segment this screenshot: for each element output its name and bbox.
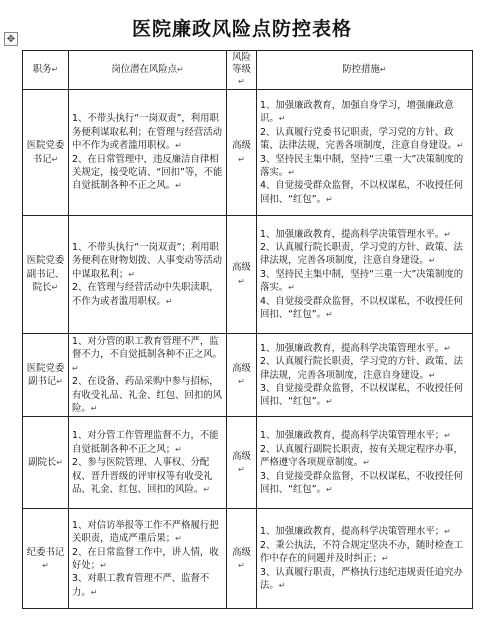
paragraph-mark: ↵ — [56, 377, 63, 387]
header-post: 职务↵ — [23, 51, 69, 90]
risk-level-cell: 高级↵ — [227, 90, 257, 216]
risk-cell — [69, 417, 227, 509]
risk-level: 高级 — [232, 362, 251, 374]
risk-level: 高级 — [232, 546, 251, 558]
risk-item: 1、不带头执行“一岗双责”，利用职务便利谋取私利；在管理与经营活动中不作为或者滥用职权。↵ — [72, 113, 223, 152]
risk-level-cell: 高级↵ — [227, 509, 257, 609]
measure-item: 1、加强廉政教育，提高科学决策管理水平。↵ — [260, 228, 451, 240]
measure-item: 2、认真履行院长职责，学习党的方针、政策、法律法规，完善各项制度，注意自身建设。↵ — [260, 241, 463, 267]
post-cell — [23, 216, 69, 334]
measure-item: 3、自觉接受群众监督，不以权谋私，不收授任何回扣、“红包”。↵ — [260, 382, 463, 408]
risk-item: 2、在日常管理中，违反廉洁自律相关规定，接受吃请、“回扣”等，不能自觉抵制各种不正之风。↵ — [72, 153, 223, 192]
risk-item: 1、对分管工作管理监督不力，不能自觉抵制各种不正之风；↵ — [72, 430, 219, 455]
risk-level: 高级 — [232, 450, 251, 462]
measure-item: 1、加强廉政教育，提高科学决策管理水平；↵ — [260, 430, 451, 442]
post-name: 医院党委书记 — [26, 140, 65, 165]
paragraph-mark: ↵ — [56, 458, 63, 468]
paragraph-mark: ↵ — [42, 560, 49, 570]
measure-item: 2、认真履行副院长职责，按有关规定程序办事，严格遵守各项规章制度。↵ — [260, 443, 463, 469]
post-name: 医院党委副书记 — [26, 362, 65, 388]
risk-item: 2、在设备、药品采购中参与招标，有收受礼品、礼金、红包、回扣的风险。↵ — [72, 376, 223, 415]
risk-level: 高级 — [232, 262, 251, 274]
measure-item: 1、加强廉政教育，提高科学决策管理水平；↵ — [260, 526, 451, 538]
measure-item: 3、坚持民主集中制，坚持“三重一大”决策制度的落实。↵ — [260, 268, 464, 294]
measure-item: 3、自觉接受群众监督，不以权谋私，不收授任何回扣、“红包”。↵ — [260, 470, 463, 496]
risk-item: 2、在日常监督工作中，讲人情，收好处；↵ — [72, 546, 219, 571]
paragraph-mark: ↵ — [51, 283, 59, 293]
risk-level-cell: 高级↵ — [227, 334, 257, 417]
table-row — [23, 509, 473, 609]
header-risk: 岗位潜在风险点↵ — [69, 51, 227, 90]
page-title: 医院廉政风险点防控表格 — [131, 18, 352, 40]
table-row — [23, 334, 473, 417]
paragraph-mark: ↵ — [51, 154, 59, 164]
post-name: 纪委书记 — [26, 546, 65, 558]
measure-item: 2、秉公执法，不符合规定坚决不办，随时检查工作中存在的问题并及时纠正；↵ — [260, 539, 463, 565]
post-cell — [23, 90, 69, 216]
table-row — [23, 216, 473, 334]
risk-item: 2、在管理与经营活动中失职渎职，不作为或者滥用职权。↵ — [72, 282, 219, 307]
risk-level: 高级 — [232, 140, 251, 152]
measure-item: 3、认真履行职责，严格执行违纪违规责任追究办法。↵ — [260, 566, 463, 592]
measure-item: 1、加强廉政教育，提高科学决策管理水平。↵ — [260, 342, 451, 354]
post-name: 副院长 — [28, 457, 57, 469]
risk-item: 1、不带头执行“一岗双责”；利用职务便利在财物划拨、人事变动等活动中谋取私利；↵ — [72, 241, 223, 280]
table-row — [23, 417, 473, 509]
measure-item: 4、自觉接受群众监督，不以权谋私，不收授任何回扣、“红包”。↵ — [260, 180, 463, 205]
measures-cell — [257, 509, 473, 609]
measure-item: 4、自觉接受群众监督，不以权谋私，不收授任何回扣、“红包”。↵ — [260, 295, 463, 321]
table-row — [23, 90, 473, 216]
risk-level-cell: 高级↵ — [227, 216, 257, 334]
measures-cell — [257, 334, 473, 417]
measures-cell — [257, 216, 473, 334]
risk-cell — [69, 216, 227, 334]
measure-item: 1、加强廉政教育，加强自身学习，增强廉政意识。↵ — [260, 99, 454, 125]
table-move-handle-icon[interactable]: ✥ — [4, 32, 18, 46]
post-cell — [23, 334, 69, 417]
measures-cell — [257, 417, 473, 509]
post-cell — [23, 417, 69, 509]
header-level: 风险等级↵ — [227, 51, 257, 90]
risk-item: 1、对分管的职工教育管理不严，监督不力，不自觉抵制各种不正之风。↵ — [72, 336, 223, 373]
post-name: 医院党委副书记、院长 — [26, 255, 65, 294]
measure-item: 2、认真履行党委书记职责，学习党的方针、政策、法律法规，完善各项制度，注意自身建设。↵ — [260, 126, 464, 152]
risk-cell — [69, 334, 227, 417]
risk-item: 2、参与医院管理、人事权、分配权、晋升晋级的评审权等有收受礼品、礼金、红包、回扣的风险。↵ — [72, 457, 213, 496]
risk-control-table — [22, 50, 473, 609]
risk-cell — [69, 90, 227, 216]
measure-item: 3、坚持民主集中制，坚持“三重一大”决策制度的落实。↵ — [260, 153, 464, 178]
post-cell — [23, 509, 69, 609]
measures-cell — [257, 90, 473, 216]
header-measures: 防控措施↵ — [257, 51, 473, 90]
risk-item: 1、对信访举报等工作不严格履行把关职责，造成严重后果；↵ — [72, 519, 219, 545]
risk-cell — [69, 509, 227, 609]
measure-item: 2、认真履行院长职责，学习党的方针、政策、法律法规，完善各项制度，注意自身建设。↵ — [260, 356, 463, 381]
risk-item: 3、对职工教育管理不严、监督不力。↵ — [72, 573, 210, 598]
table-header-row — [23, 51, 473, 90]
risk-level-cell: 高级↵ — [227, 417, 257, 509]
